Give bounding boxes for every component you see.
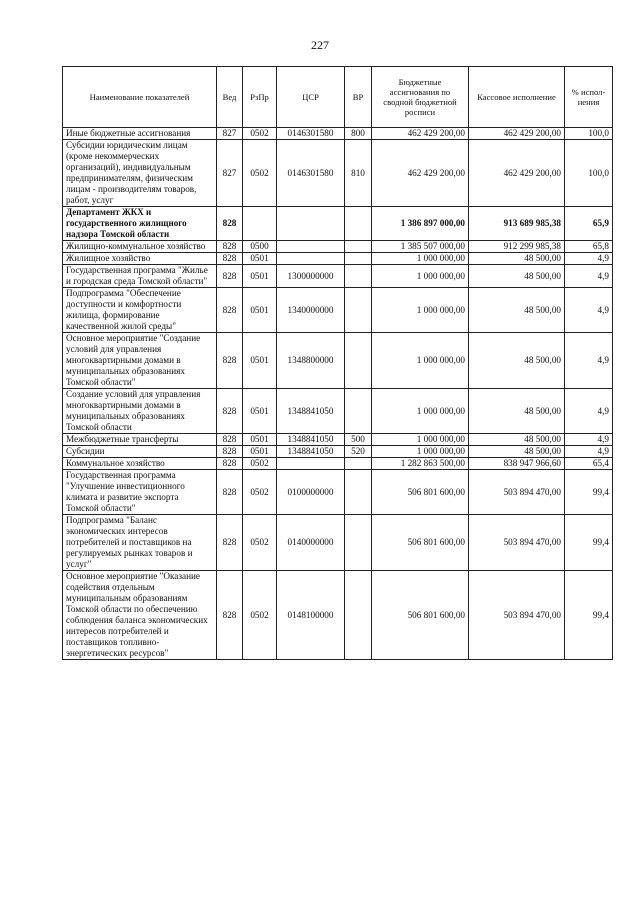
cell-name: Субсидии [63,446,217,458]
cell-budget: 1 000 000,00 [372,446,469,458]
cell-rzpr: 0501 [243,434,277,446]
table-row [63,140,613,207]
table-header-row [63,67,613,128]
cell-percent: 65,4 [565,458,613,470]
cell-cash: 912 299 985,38 [469,241,565,253]
cell-rzpr: 0502 [243,515,277,571]
cell-name: Основное мероприятие "Создание условий для управления многоквартирными домами в муниципальных образованиях Томской области" [63,333,217,389]
cell-cash: 462 429 200,00 [469,128,565,140]
cell-name: Жилищно-коммунальное хозяйство [63,241,217,253]
col-header-name: Наименование показателей [63,67,217,128]
cell-name: Межбюджетные трансферты [63,434,217,446]
table-row [63,241,613,253]
cell-ved: 827 [217,128,243,140]
cell-name: Коммунальное хозяйство [63,458,217,470]
cell-percent: 4,9 [565,265,613,288]
cell-name: Иные бюджетные ассигнования [63,128,217,140]
cell-rzpr: 0500 [243,241,277,253]
cell-percent: 99,4 [565,470,613,515]
cell-budget: 506 801 600,00 [372,571,469,660]
cell-cash: 48 500,00 [469,389,565,434]
cell-name: Подпрограмма "Обеспечение доступности и комфортности жилища, формирование качественной жилой среды" [63,288,217,333]
cell-ved: 828 [217,446,243,458]
cell-csr: 0146301580 [277,128,345,140]
cell-rzpr: 0502 [243,571,277,660]
cell-ved: 828 [217,458,243,470]
cell-cash: 48 500,00 [469,333,565,389]
cell-cash: 48 500,00 [469,288,565,333]
cell-vr [345,241,372,253]
cell-ved: 828 [217,265,243,288]
cell-vr [345,265,372,288]
col-header-csr: ЦСР [277,67,345,128]
cell-cash: 48 500,00 [469,446,565,458]
cell-csr: 1340000000 [277,288,345,333]
cell-ved: 828 [217,241,243,253]
table-row [63,207,613,241]
cell-ved: 828 [217,434,243,446]
cell-name: Субсидии юридическим лицам (кроме некоммерческих организаций), индивидуальным предпринимателям, физическим лицам - производителям товаров, работ, услуг [63,140,217,207]
cell-vr [345,470,372,515]
cell-percent: 100,0 [565,140,613,207]
cell-rzpr: 0501 [243,333,277,389]
cell-cash: 913 689 985,38 [469,207,565,241]
table-row [63,446,613,458]
cell-name: Государственная программа "Улучшение инвестиционного климата и развитие экспорта Томской области" [63,470,217,515]
cell-percent: 4,9 [565,333,613,389]
table-row [63,333,613,389]
cell-percent: 100,0 [565,128,613,140]
cell-name: Создание условий для управления многоквартирными домами в муниципальных образованиях Томской области [63,389,217,434]
cell-percent: 4,9 [565,389,613,434]
col-header-vr: ВР [345,67,372,128]
table-row [63,571,613,660]
cell-vr: 810 [345,140,372,207]
cell-ved: 827 [217,140,243,207]
cell-budget: 462 429 200,00 [372,128,469,140]
cell-budget: 1 000 000,00 [372,288,469,333]
cell-budget: 1 385 507 000,00 [372,241,469,253]
cell-name: Департамент ЖКХ и государственного жилищного надзора Томской области [63,207,217,241]
cell-ved: 828 [217,389,243,434]
cell-name: Государственная программа "Жилье и городская среда Томской области" [63,265,217,288]
cell-ved: 828 [217,288,243,333]
cell-rzpr: 0502 [243,458,277,470]
cell-rzpr [243,207,277,241]
cell-percent: 4,9 [565,434,613,446]
cell-csr [277,207,345,241]
cell-ved: 828 [217,253,243,265]
cell-rzpr: 0501 [243,446,277,458]
cell-name: Подпрограмма "Баланс экономических интересов потребителей и поставщиков на регулируемых рынках товаров и услуг" [63,515,217,571]
cell-csr: 1348841050 [277,389,345,434]
col-header-cash: Кассовое исполнение [469,67,565,128]
cell-vr [345,458,372,470]
cell-ved: 828 [217,207,243,241]
table-row [63,253,613,265]
cell-csr [277,458,345,470]
cell-percent: 65,8 [565,241,613,253]
cell-percent: 99,4 [565,515,613,571]
cell-cash: 48 500,00 [469,253,565,265]
cell-budget: 1 282 863 500,00 [372,458,469,470]
cell-ved: 828 [217,571,243,660]
cell-percent: 65,9 [565,207,613,241]
cell-rzpr: 0501 [243,265,277,288]
cell-cash: 48 500,00 [469,265,565,288]
cell-csr: 1300000000 [277,265,345,288]
table-row [63,458,613,470]
col-header-rzpr: РзПр [243,67,277,128]
cell-vr: 500 [345,434,372,446]
cell-vr [345,333,372,389]
cell-budget: 506 801 600,00 [372,470,469,515]
cell-vr: 800 [345,128,372,140]
cell-rzpr: 0501 [243,389,277,434]
cell-percent: 4,9 [565,446,613,458]
cell-budget: 1 386 897 000,00 [372,207,469,241]
cell-csr: 0146301580 [277,140,345,207]
cell-percent: 4,9 [565,253,613,265]
col-header-ved: Вед [217,67,243,128]
table-row [63,389,613,434]
table-row [63,265,613,288]
cell-percent: 4,9 [565,288,613,333]
cell-csr [277,241,345,253]
cell-vr [345,207,372,241]
cell-budget: 1 000 000,00 [372,434,469,446]
cell-cash: 503 894 470,00 [469,470,565,515]
cell-vr [345,571,372,660]
cell-budget: 1 000 000,00 [372,333,469,389]
cell-vr [345,288,372,333]
cell-budget: 1 000 000,00 [372,265,469,288]
cell-csr: 0148100000 [277,571,345,660]
cell-ved: 828 [217,515,243,571]
table-row [63,288,613,333]
cell-budget: 462 429 200,00 [372,140,469,207]
cell-rzpr: 0502 [243,470,277,515]
cell-name: Жилищное хозяйство [63,253,217,265]
cell-vr [345,253,372,265]
cell-rzpr: 0501 [243,288,277,333]
budget-execution-table [62,66,613,660]
cell-csr: 1348800000 [277,333,345,389]
cell-budget: 1 000 000,00 [372,389,469,434]
cell-percent: 99,4 [565,571,613,660]
cell-csr: 1348841050 [277,446,345,458]
cell-rzpr: 0502 [243,140,277,207]
cell-budget: 506 801 600,00 [372,515,469,571]
cell-csr [277,253,345,265]
table-row [63,128,613,140]
cell-csr: 0140000000 [277,515,345,571]
cell-cash: 48 500,00 [469,434,565,446]
cell-vr [345,515,372,571]
cell-name: Основное мероприятие "Оказание содействия отдельным муниципальным образованиям Томской области по обеспечению соблюдения баланса экономических интересов потребителей и поставщиков топливно-энергетических ресурсов" [63,571,217,660]
cell-cash: 462 429 200,00 [469,140,565,207]
cell-ved: 828 [217,333,243,389]
cell-budget: 1 000 000,00 [372,253,469,265]
cell-rzpr: 0502 [243,128,277,140]
cell-rzpr: 0501 [243,253,277,265]
page-number: 227 [311,38,329,52]
table-row [63,470,613,515]
col-header-budget: Бюджетные ассигнования по сводной бюджетной росписи [372,67,469,128]
table-row [63,434,613,446]
col-header-percent: % испол-нения [565,67,613,128]
cell-cash: 503 894 470,00 [469,571,565,660]
cell-cash: 503 894 470,00 [469,515,565,571]
table-row [63,515,613,571]
cell-ved: 828 [217,470,243,515]
cell-cash: 838 947 966,60 [469,458,565,470]
cell-csr: 1348841050 [277,434,345,446]
cell-vr: 520 [345,446,372,458]
cell-vr [345,389,372,434]
cell-csr: 0100000000 [277,470,345,515]
